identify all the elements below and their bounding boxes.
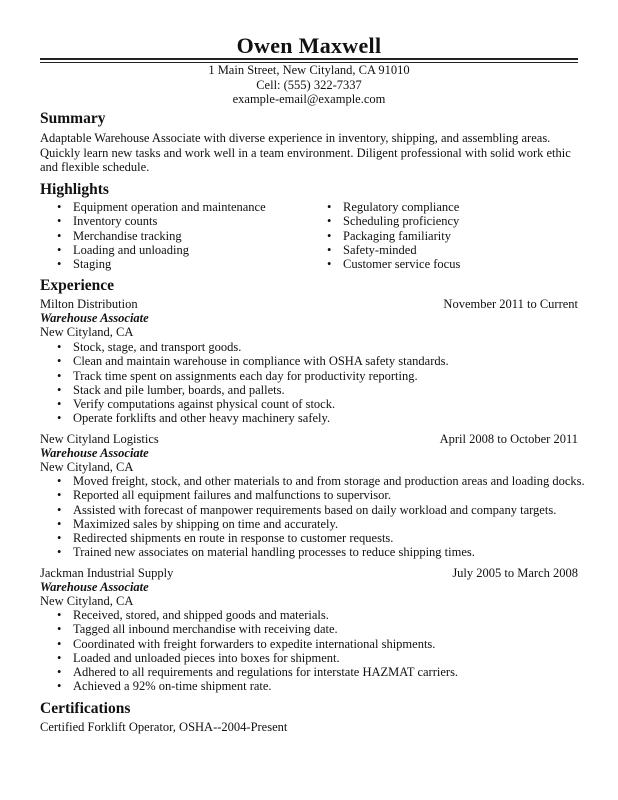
- list-item: • Equipment operation and maintenance: [57, 200, 266, 214]
- list-item: • Trained new associates on material handling processes to reduce shipping times.: [57, 545, 585, 559]
- list-item: • Received, stored, and shipped goods and materials.: [57, 608, 458, 622]
- highlights-list-right: [327, 200, 460, 271]
- job-duties: [57, 474, 585, 560]
- list-item: • Regulatory compliance: [327, 200, 460, 214]
- list-item: • Coordinated with freight forwarders to expedite international shipments.: [57, 637, 458, 651]
- job-company: Milton Distribution: [40, 297, 138, 311]
- list-item: • Tagged all inbound merchandise with receiving date.: [57, 622, 458, 636]
- list-item: • Achieved a 92% on-time shipment rate.: [57, 679, 458, 693]
- list-item: • Packaging familiarity: [327, 229, 460, 243]
- highlights-list-left: [57, 200, 266, 271]
- summary-heading: Summary: [40, 110, 106, 127]
- list-item: • Verify computations against physical count of stock.: [57, 397, 449, 411]
- job-company: Jackman Industrial Supply: [40, 566, 174, 580]
- list-item: • Assisted with forecast of manpower requirements based on daily workload and company targets.: [57, 503, 585, 517]
- list-item: • Moved freight, stock, and other materials to and from storage and production areas and loading docks.: [57, 474, 585, 488]
- list-item: • Staging: [57, 257, 266, 271]
- candidate-name: Owen Maxwell: [236, 33, 382, 58]
- list-item: • Reported all equipment failures and malfunctions to supervisor.: [57, 488, 585, 502]
- list-item: • Operate forklifts and other heavy machinery safely.: [57, 411, 449, 425]
- job-location: New Cityland, CA: [40, 594, 134, 608]
- list-item: • Customer service focus: [327, 257, 460, 271]
- list-item: • Merchandise tracking: [57, 229, 266, 243]
- list-item: • Loading and unloading: [57, 243, 266, 257]
- highlights-heading: Highlights: [40, 181, 109, 198]
- job-dates: July 2005 to March 2008: [452, 566, 578, 580]
- header-rule-thick: [40, 58, 578, 60]
- list-item: • Redirected shipments en route in response to customer requests.: [57, 531, 585, 545]
- job-location: New Cityland, CA: [40, 325, 134, 339]
- job-company: New Cityland Logistics: [40, 432, 159, 446]
- job-duties: [57, 608, 458, 694]
- job-title: Warehouse Associate: [40, 446, 149, 460]
- list-item: • Stock, stage, and transport goods.: [57, 340, 449, 354]
- list-item: • Inventory counts: [57, 214, 266, 228]
- job-title: Warehouse Associate: [40, 311, 149, 325]
- contact-block: [0, 63, 618, 107]
- list-item: • Track time spent on assignments each day for productivity reporting.: [57, 369, 449, 383]
- list-item: • Scheduling proficiency: [327, 214, 460, 228]
- job-location: New Cityland, CA: [40, 460, 134, 474]
- job-dates: April 2008 to October 2011: [439, 432, 578, 446]
- contact-address: 1 Main Street, New Cityland, CA 91010: [208, 63, 410, 77]
- list-item: • Stack and pile lumber, boards, and pallets.: [57, 383, 449, 397]
- list-item: • Clean and maintain warehouse in compliance with OSHA safety standards.: [57, 354, 449, 368]
- certifications-heading: Certifications: [40, 700, 131, 717]
- contact-email[interactable]: example-email@example.com: [232, 92, 386, 106]
- job-dates: November 2011 to Current: [443, 297, 578, 311]
- list-item: • Maximized sales by shipping on time and accurately.: [57, 517, 585, 531]
- certifications-text: Certified Forklift Operator, OSHA--2004-Present: [40, 720, 288, 734]
- experience-heading: Experience: [40, 277, 115, 294]
- list-item: • Loaded and unloaded pieces into boxes for shipment.: [57, 651, 458, 665]
- list-item: • Safety-minded: [327, 243, 460, 257]
- job-title: Warehouse Associate: [40, 580, 149, 594]
- list-item: • Adhered to all requirements and regulations for interstate HAZMAT carriers.: [57, 665, 458, 679]
- summary-text: Adaptable Warehouse Associate with diverse experience in inventory, shipping, and assembling areas. Quickly learn new tasks and work well in a team environment. Diligent professional with solid work ethic and flexible schedule.: [40, 131, 571, 174]
- job-duties: [57, 340, 449, 426]
- contact-cell: Cell: (555) 322-7337: [256, 77, 362, 92]
